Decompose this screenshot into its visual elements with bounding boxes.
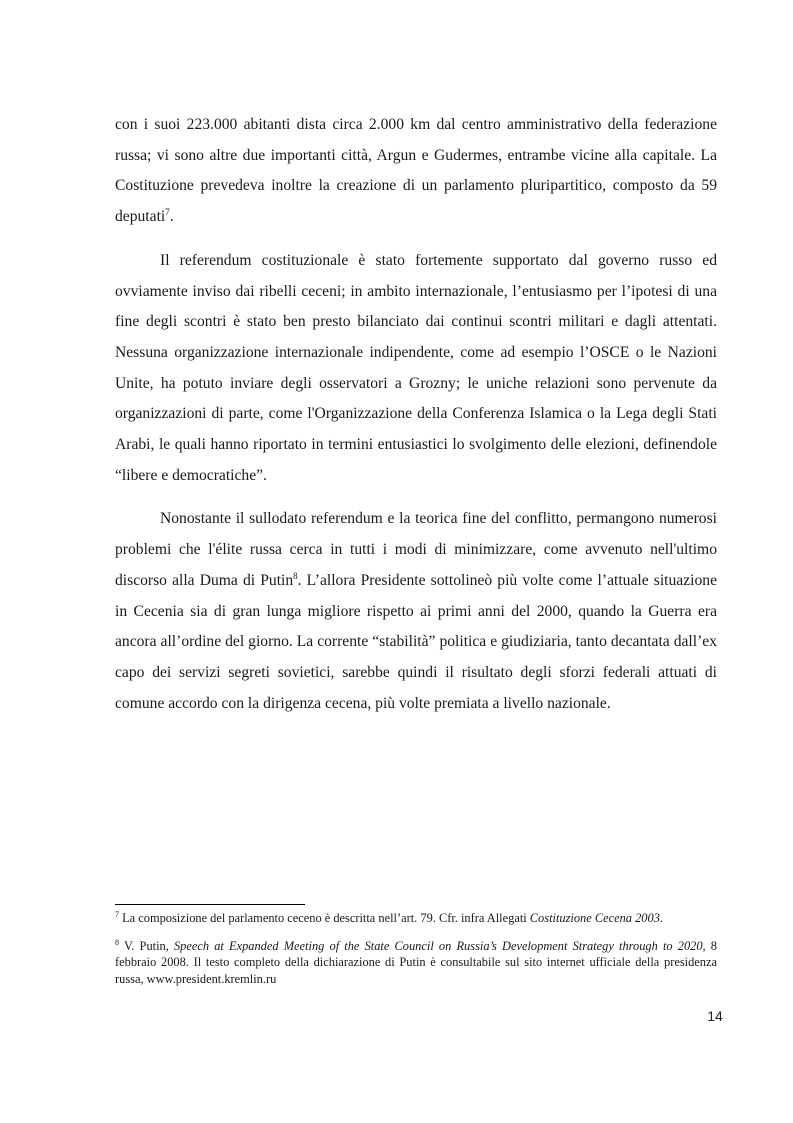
footnote-italic: Costituzione Cecena 2003 [529, 911, 660, 925]
footnote-number: 7 [115, 909, 119, 919]
footnotes [115, 904, 717, 987]
footnote-number: 8 [115, 937, 119, 947]
page-number: 14 [707, 1008, 723, 1024]
footnote-ref-7[interactable]: 7 [165, 206, 170, 217]
footnote-7: $^7$ La composizione del parlamento ceceno è descritta nell’art. 79. Cfr. infra Allegati Costituzione Cecena 2003. [115, 909, 663, 925]
footnote-italic: Speech at Expanded Meeting of the State Council on Russia’s Development Strategy through to 2020 [173, 938, 703, 953]
footnote-separator [115, 904, 305, 905]
paragraph-2: Il referendum costituzionale è stato fortemente supportato dal governo russo ed ovviamente inviso dai ribelli ceceni; in ambito internazionale, l’entusiasmo per l’ipotesi di una fine degli scontri è stato ben presto bilanciato dai continui scontri militari e dagli attentati. Nessuna organizzazione internazionale indipendente, come ad esempio l’OSCE o le Nazioni Unite, ha potuto inviare degli osservatori a Grozny; le uniche relazioni sono pervenute da organizzazioni di parte, come l'Organizzazione della Conferenza Islamica o la Lega degli Stati Arabi, le quali hanno riportato in termini entusiastici lo svolgimento delle elezioni, definendole “libere e democratiche”. [115, 251, 717, 484]
document-body [115, 110, 717, 719]
footnote-8: $^8$ V. Putin, Speech at Expanded Meeting of the State Council on Russia’s Development Strategy through to 2020, 8 febbraio 2008. Il testo completo della dichiarazione di Putin è consultabile sul sito internet ufficiale della presidenza russa, www.president.kremlin.ru [115, 937, 718, 986]
paragraph-3: Nonostante il sullodato referendum e la teorica fine del conflitto, permangono numerosi problemi che l'élite russa cerca in tutti i modi di minimizzare, come avvenuto nell'ultimo discorso alla Duma di Putin$^8$. L’allora Presidente sottolineò più volte come l’attuale situazione in Cecenia sia di gran lunga migliore rispetto ai primi anni del 2000, quando la Guerra era ancora all’ordine del giorno. La corrente “stabilità” politica e giudiziaria, tanto decantata dall’ex capo dei servizi segreti sovietici, sarebbe quindi il risultato degli sforzi federali attuati di comune accordo con la dirigenza cecena, più volte premiata a livello nazionale. [115, 510, 717, 712]
footnote-ref-8[interactable]: 8 [293, 570, 298, 581]
paragraph-1: con i suoi 223.000 abitanti dista circa 2.000 km dal centro amministrativo della federazione russa; vi sono altre due importanti città, Argun e Gudermes, entrambe vicine alla capitale. La Costituzione prevedeva inoltre la creazione di un parlamento pluripartitico, composto da 59 deputati$^7$. [115, 116, 717, 226]
